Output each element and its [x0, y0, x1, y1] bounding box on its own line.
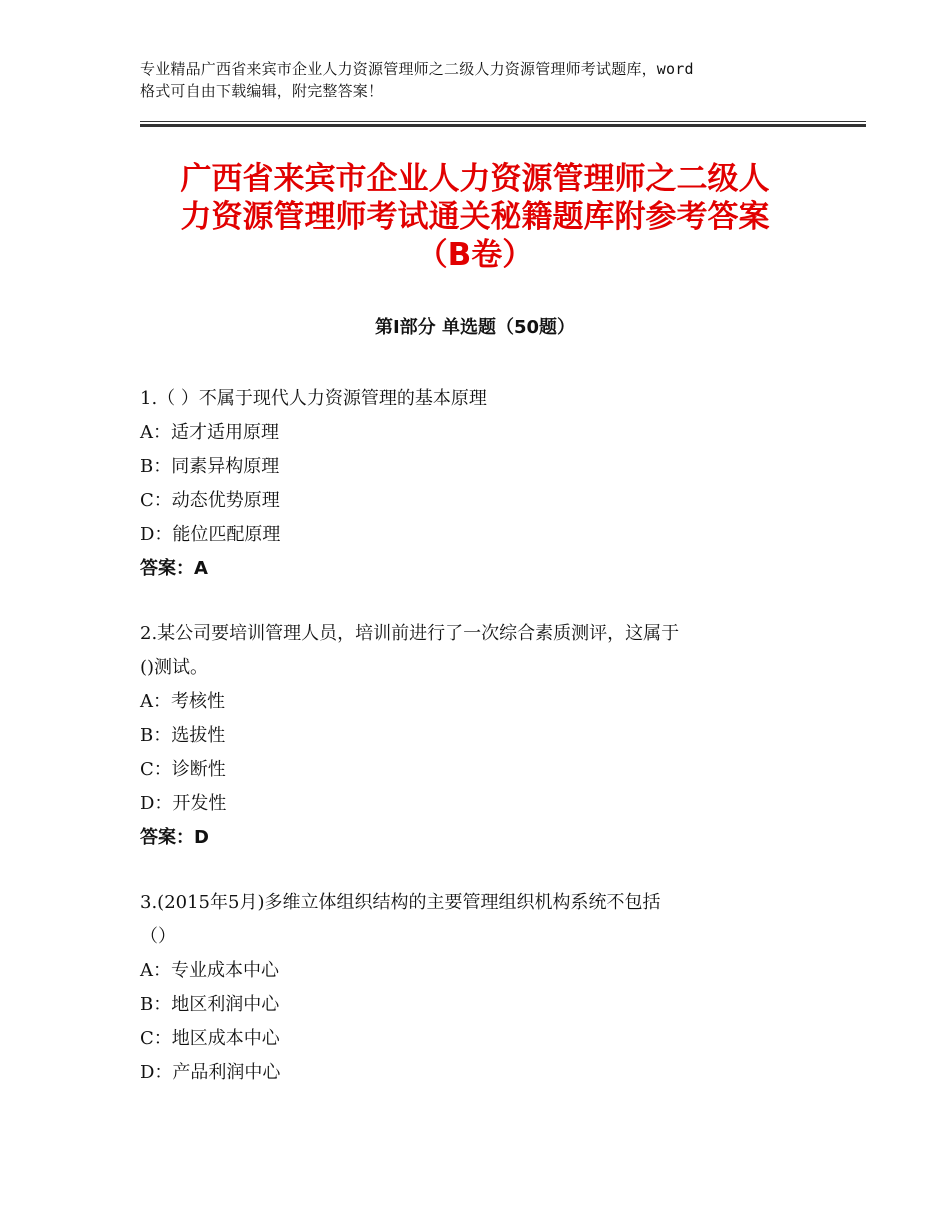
header-divider-thin — [140, 121, 866, 122]
option-d: D：能位匹配原理 — [140, 524, 281, 545]
document-title — [140, 160, 810, 274]
question-list — [140, 382, 810, 1121]
question-stem-continued: （） — [140, 926, 176, 947]
question-stem-continued: ()测试。 — [140, 657, 209, 678]
header-divider-thick — [140, 124, 866, 127]
option-c: C：地区成本中心 — [140, 1028, 280, 1049]
option-d: D：开发性 — [140, 793, 227, 814]
question-stem: 2.某公司要培训管理人员，培训前进行了一次综合素质测评，这属于 — [140, 623, 680, 644]
option-a: A：适才适用原理 — [140, 422, 279, 443]
header-note-line: 专业精品广西省来宾市企业人力资源管理师之二级人力资源管理师考试题库，word — [140, 60, 694, 78]
option-b: B：选拔性 — [140, 725, 226, 746]
question-3 — [140, 886, 810, 1090]
option-a: A：考核性 — [140, 691, 225, 712]
title-line: 力资源管理师考试通关秘籍题库附参考答案 — [180, 199, 770, 235]
option-b: B：同素异构原理 — [140, 456, 280, 477]
option-b: B：地区利润中心 — [140, 994, 280, 1015]
answer-label: 答案：A — [140, 558, 208, 579]
header-note — [140, 58, 830, 102]
question-stem: 3.(2015年5月)多维立体组织结构的主要管理组织机构系统不包括 — [140, 892, 661, 913]
title-line: （B卷） — [416, 237, 534, 273]
section-heading: 第Ⅰ部分 单选题（50题） — [374, 317, 575, 338]
option-a: A：专业成本中心 — [140, 960, 279, 981]
question-1 — [140, 382, 810, 586]
title-line: 广西省来宾市企业人力资源管理师之二级人 — [180, 161, 770, 197]
question-stem: 1.（ ）不属于现代人力资源管理的基本原理 — [140, 388, 487, 409]
option-c: C：动态优势原理 — [140, 490, 280, 511]
option-d: D：产品利润中心 — [140, 1062, 281, 1083]
question-2 — [140, 617, 810, 855]
header-note-line: 格式可自由下载编辑，附完整答案！ — [140, 82, 384, 100]
answer-label: 答案：D — [140, 827, 209, 848]
option-c: C：诊断性 — [140, 759, 226, 780]
